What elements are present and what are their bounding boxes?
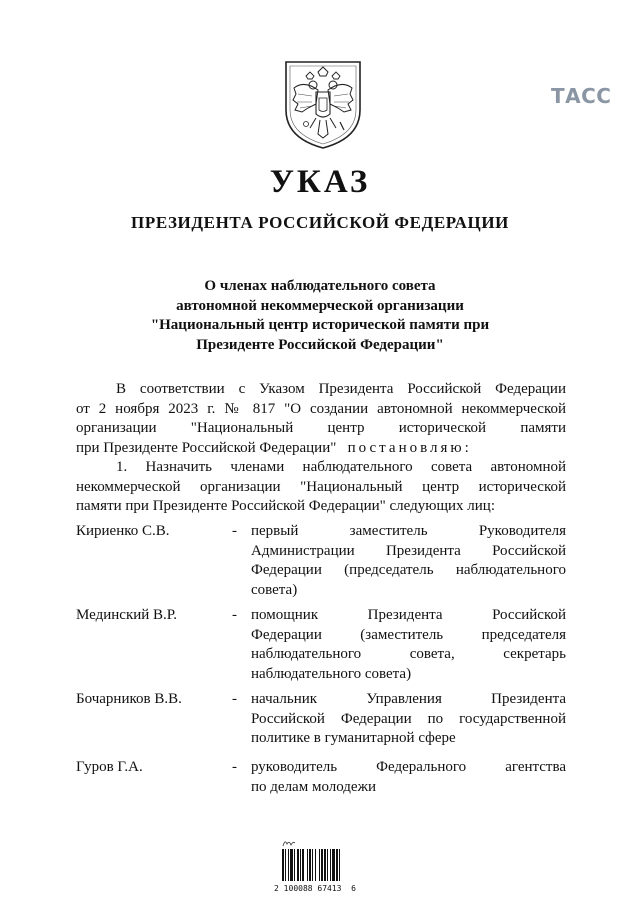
member-role-line: Федерации (председатель наблюдательного (251, 562, 566, 578)
preamble-line: от 2 ноября 2023 г. № 817 "О создании автономной некоммерческой (76, 400, 566, 417)
decree-subject (100, 277, 540, 355)
barcode-bar (288, 849, 289, 881)
member-name: Бочарников В.В. (76, 691, 182, 707)
member-entry (76, 522, 566, 606)
members-list (76, 522, 566, 797)
member-name: Кириенко С.В. (76, 523, 170, 539)
member-role-line: совета) (251, 581, 298, 598)
russian-coat-of-arms-emblem (282, 58, 364, 150)
member-name: Мединский В.Р. (76, 607, 178, 623)
initials-mark (282, 838, 296, 848)
decree-issuer: ПРЕЗИДЕНТА РОССИЙСКОЙ ФЕДЕРАЦИИ (131, 213, 509, 232)
member-role (251, 758, 566, 797)
member-dash: - (232, 759, 237, 775)
barcode-bar (307, 849, 308, 881)
preamble-line: В соответствии с Указом Президента Российской Федерации (116, 381, 566, 397)
member-role-line: первый заместитель Руководителя (251, 523, 566, 539)
barcode-bar (294, 849, 295, 881)
barcode-digits: 2 100088 67413 6 (274, 884, 356, 893)
barcode-bar (285, 849, 286, 881)
subject-line: "Национальный центр исторической памяти при (150, 317, 490, 333)
barcode-bar (297, 849, 299, 881)
member-dash: - (232, 607, 237, 623)
barcode-bar (319, 849, 320, 881)
barcode-bar (336, 849, 338, 881)
item-1-paragraph (76, 458, 566, 517)
barcode (282, 849, 348, 881)
barcode-bar (321, 849, 323, 881)
barcode-bar (302, 849, 304, 881)
subject-line: автономной некоммерческой организации (176, 297, 464, 314)
member-name: Гуров Г.А. (76, 759, 143, 775)
barcode-bar (330, 849, 331, 881)
item-1-line: памяти при Президенте Российской Федерации" следующих лиц: (76, 498, 495, 514)
document-barcode-stamp (270, 838, 360, 898)
member-entry (76, 690, 566, 758)
member-entry (76, 606, 566, 690)
member-dash: - (232, 691, 237, 707)
barcode-bar (327, 849, 328, 881)
member-dash: - (232, 523, 237, 539)
member-role-line: помощник Президента Российской (251, 607, 566, 623)
barcode-bar (339, 849, 340, 881)
member-entry (76, 758, 566, 797)
member-role-line: начальник Управления Президента (251, 691, 566, 707)
barcode-bar (324, 849, 326, 881)
barcode-bar (282, 849, 284, 881)
barcode-bar (309, 849, 311, 881)
member-role-line: Федерации (заместитель председателя (251, 626, 566, 643)
preamble-last-line: при Президенте Российской Федерации" (76, 439, 337, 456)
barcode-bar (300, 849, 301, 881)
subject-line: О членах наблюдательного совета (204, 278, 436, 294)
member-role-line: руководитель Федерального агентства (251, 759, 566, 775)
member-role-line: Российской Федерации по государственной (251, 710, 566, 727)
barcode-bar (290, 849, 293, 881)
member-role (251, 522, 566, 600)
item-1-line: 1. Назначить членами наблюдательного совета автономной (116, 459, 566, 475)
barcode-bar (332, 849, 335, 881)
barcode-bar (312, 849, 313, 881)
preamble-line: организации "Национальный центр исторической памяти (76, 420, 566, 436)
barcode-bar (315, 849, 316, 881)
member-role (251, 690, 566, 749)
member-role-line: наблюдательного совета, секретарь (251, 646, 566, 662)
member-role-line: наблюдательного совета) (251, 665, 412, 682)
preamble-line (76, 439, 566, 459)
preamble-paragraph (76, 380, 566, 458)
tass-watermark: ТАСС (551, 84, 612, 108)
member-role-line: политике в гуманитарной сфере (251, 730, 456, 746)
decree-word: постановляю: (347, 439, 472, 456)
item-1-line: некоммерческой организации "Национальный центр исторической (76, 478, 566, 495)
member-role (251, 606, 566, 684)
member-role-line: по делам молодежи (251, 778, 376, 795)
decree-title: УКАЗ (269, 164, 371, 200)
member-role-line: Администрации Президента Российской (251, 542, 566, 559)
subject-line: Президенте Российской Федерации" (196, 336, 444, 353)
